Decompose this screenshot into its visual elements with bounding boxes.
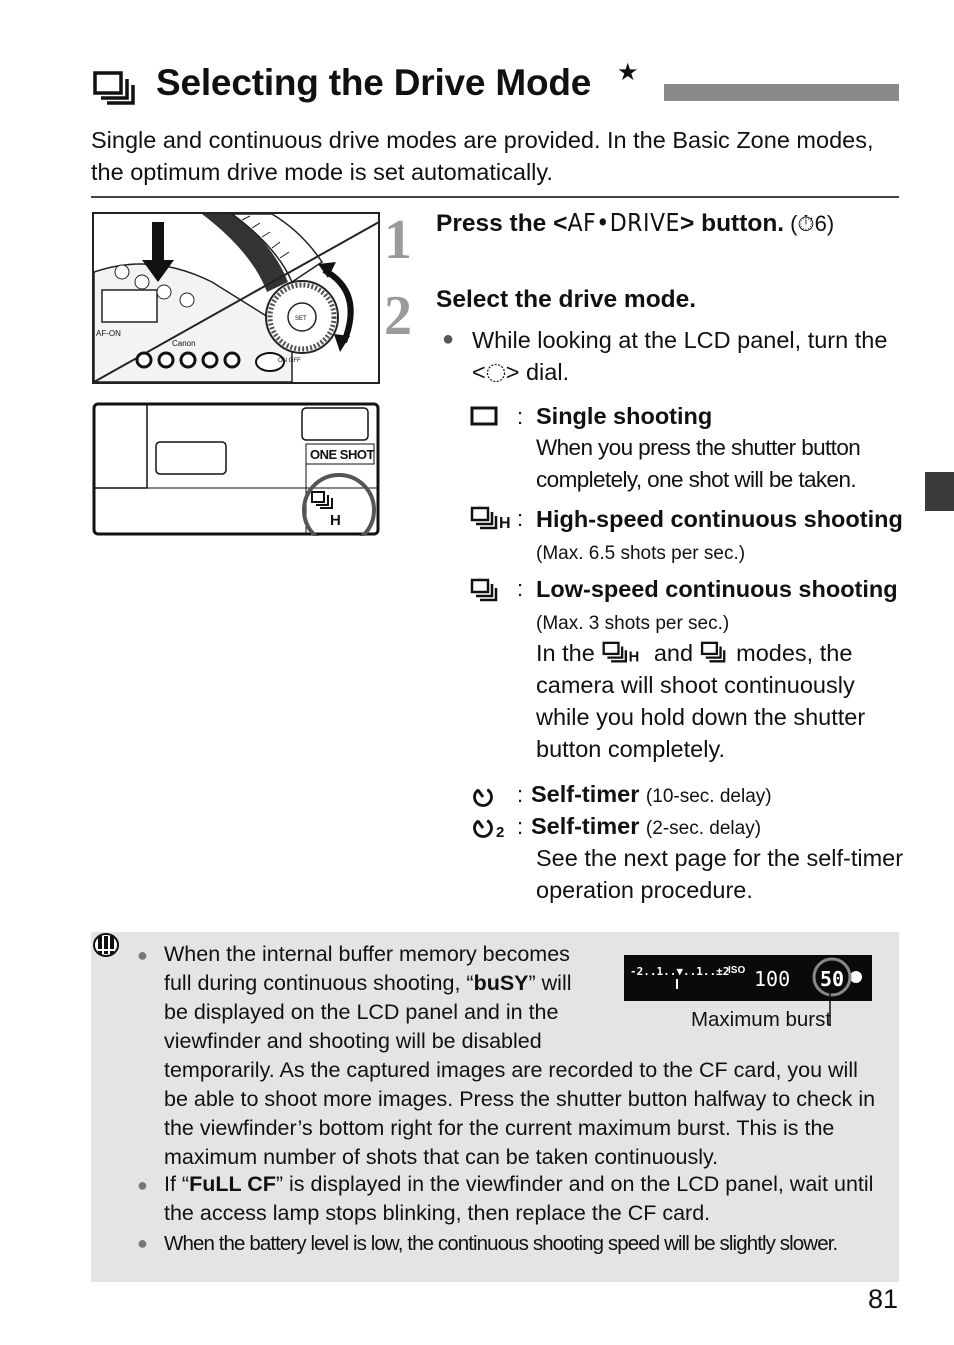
svg-text:H: H bbox=[499, 515, 511, 532]
bullet-icon: ● bbox=[137, 1233, 148, 1253]
lcd-panel-illustration bbox=[92, 402, 380, 536]
burst-count: 50 bbox=[820, 967, 845, 991]
low-speed-label-text: Low-speed continuous shooting bbox=[536, 576, 898, 602]
page-title: Selecting the Drive Mode bbox=[156, 62, 592, 103]
self-timer-2-note: (2-sec. delay) bbox=[645, 818, 762, 839]
self-timer-2-text: Self-timer bbox=[531, 813, 640, 839]
svg-text:2: 2 bbox=[496, 824, 505, 839]
bullet-icon: ● bbox=[442, 328, 455, 350]
caution-line: When the internal buffer memory becomes bbox=[164, 942, 570, 966]
self-timer-2-label bbox=[531, 810, 901, 845]
caution-text: full during continuous shooting, “ bbox=[164, 971, 474, 995]
step-number: 1 bbox=[384, 209, 412, 271]
single-shooting-description: When you press the shutter button completely, one shot will be taken. bbox=[536, 435, 861, 492]
caution-bullet-1-head bbox=[164, 940, 604, 1056]
high-speed-continuous-icon bbox=[601, 641, 647, 665]
instruction-text-after: > dial. bbox=[505, 359, 570, 385]
maximum-burst-caption: Maximum burst bbox=[690, 1008, 832, 1031]
continuous-drive-icon bbox=[92, 70, 136, 106]
lcd-drive-speed: H bbox=[330, 512, 341, 529]
bullet-icon: ● bbox=[137, 945, 148, 965]
instruction-text-before: While looking at the LCD panel, turn the < bbox=[472, 327, 888, 385]
full-cf-indicator: FuLL CF bbox=[189, 1172, 276, 1196]
iso-label: ISO bbox=[728, 965, 746, 976]
continuous-desc-post: modes, the camera will shoot continuously while you hold down the shutter button completely. bbox=[536, 640, 866, 762]
high-speed-note: (Max. 6.5 shots per sec.) bbox=[536, 543, 746, 564]
caution-line: viewfinder and shooting will be disabled bbox=[164, 1029, 542, 1053]
intro-text: Single and continuous drive modes are provided. In the Basic Zone modes, the optimum drive mode is set automatically. bbox=[91, 127, 874, 185]
colon-separator: : bbox=[517, 782, 524, 807]
bullet-icon: ● bbox=[137, 1175, 148, 1195]
step-2-instruction bbox=[472, 324, 902, 388]
low-speed-label bbox=[536, 573, 906, 640]
colon-separator: : bbox=[517, 506, 524, 531]
caution-bullet-2 bbox=[164, 1170, 874, 1228]
low-speed-note: (Max. 3 shots per sec.) bbox=[536, 613, 730, 634]
step-number: 2 bbox=[384, 285, 412, 347]
single-shooting-label: Single shooting bbox=[536, 403, 713, 429]
caution-text: If “ bbox=[164, 1172, 190, 1196]
camera-top-illustration bbox=[92, 212, 380, 384]
colon-separator: : bbox=[517, 404, 524, 429]
self-timer-description: See the next page for the self-timer operation procedure. bbox=[536, 845, 904, 903]
continuous-description bbox=[536, 637, 906, 765]
high-speed-label-text: High-speed continuous shooting bbox=[536, 506, 903, 532]
caution-icon bbox=[92, 932, 120, 960]
caution-line: be displayed on the LCD panel and in the bbox=[164, 1000, 559, 1024]
self-timer-10-note: (10-sec. delay) bbox=[645, 786, 772, 807]
high-speed-label bbox=[536, 503, 906, 570]
chapter-tab bbox=[925, 472, 954, 511]
self-timer-icon bbox=[470, 784, 498, 808]
advanced-star-icon: ★ bbox=[617, 59, 639, 86]
title-decoration-bar bbox=[664, 84, 899, 101]
caution-text: ” will bbox=[528, 971, 572, 995]
svg-text:H: H bbox=[628, 649, 640, 665]
low-speed-continuous-icon bbox=[470, 578, 502, 604]
continuous-desc-and: and bbox=[653, 640, 694, 666]
section-divider bbox=[91, 196, 899, 198]
step-1-prefix: Press the < bbox=[436, 210, 568, 237]
caution-line bbox=[164, 969, 604, 998]
page-number: 81 bbox=[867, 1284, 898, 1314]
colon-separator: : bbox=[517, 814, 524, 839]
self-timer-10-label bbox=[531, 778, 901, 813]
self-timer-2sec-icon bbox=[470, 815, 512, 839]
colon-separator: : bbox=[517, 576, 524, 601]
self-timer-10-text: Self-timer bbox=[531, 781, 640, 807]
step-2-heading: Select the drive mode. bbox=[436, 286, 697, 313]
single-shooting-icon bbox=[470, 406, 500, 426]
exposure-scale: -2..1..▼..1..±2 bbox=[630, 965, 730, 978]
step-1-heading bbox=[436, 208, 834, 238]
low-speed-continuous-icon bbox=[700, 641, 730, 665]
af-drive-button-name: AF•DRIVE bbox=[567, 208, 680, 237]
busy-indicator: buSY bbox=[473, 971, 529, 995]
iso-value: 100 bbox=[754, 967, 791, 991]
caution-bullet-3: When the battery level is low, the continuous shooting speed will be slightly slower. bbox=[164, 1232, 838, 1255]
power-label: ON OFF bbox=[278, 358, 301, 364]
set-label: SET bbox=[295, 316, 307, 322]
continuous-desc-pre: In the bbox=[536, 640, 595, 666]
step-1-suffix: > button. bbox=[679, 210, 785, 237]
brand-label: Canon bbox=[172, 339, 196, 348]
page-reference: (⏱6) bbox=[790, 211, 835, 236]
af-on-label: AF-ON bbox=[96, 329, 121, 338]
caution-text: ” is displayed in the viewfinder and on the LCD panel, wait until the access lamp stops blinking, then replace the CF card. bbox=[164, 1172, 874, 1225]
lcd-af-mode: ONE SHOT bbox=[310, 447, 374, 462]
high-speed-continuous-icon bbox=[470, 506, 518, 532]
quick-control-dial-icon bbox=[486, 363, 506, 383]
caution-bullet-1-rest: temporarily. As the captured images are recorded to the CF card, you will be able to shoot more images. Press the shutter button halfway to check in the viewfinder’s bottom right for the current maximum burst. This is the maximum number of shots that can be taken continuously. bbox=[164, 1058, 876, 1169]
